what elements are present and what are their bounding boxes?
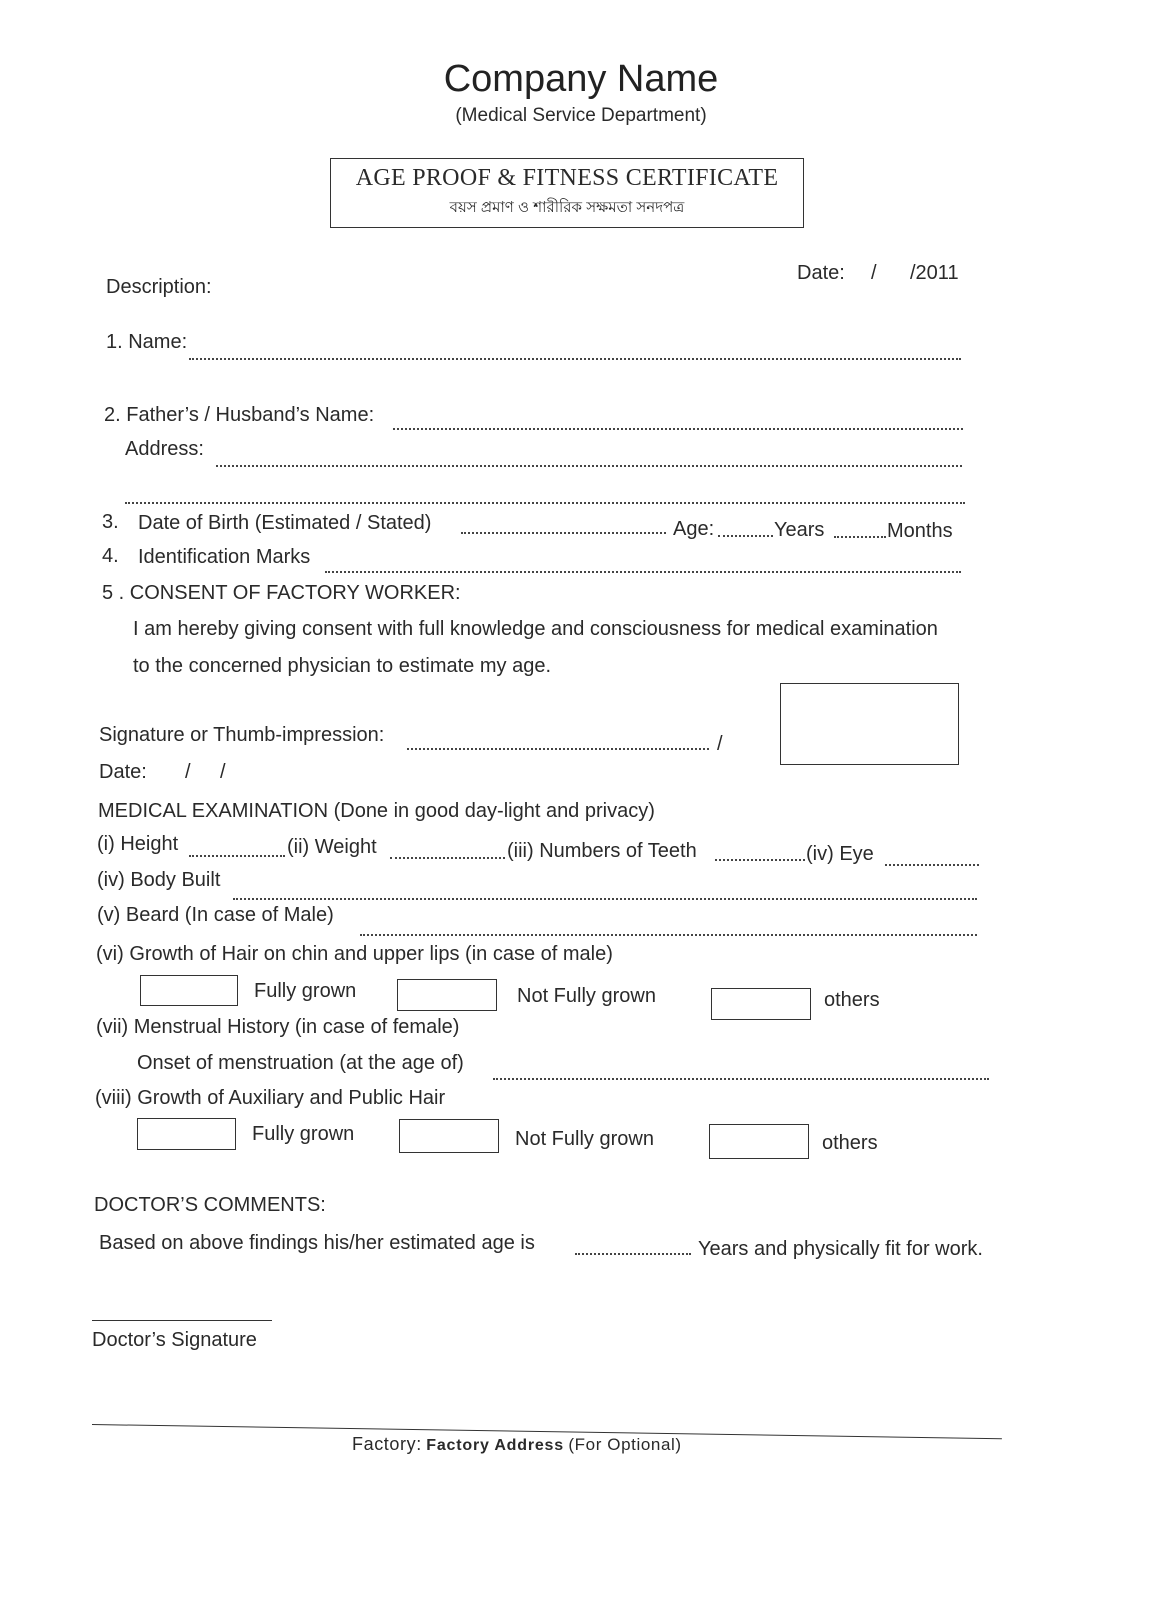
- age-years-field[interactable]: [718, 535, 773, 537]
- signature-field[interactable]: [407, 748, 709, 750]
- id-marks-field[interactable]: [325, 571, 961, 573]
- doctor-comments-heading: DOCTOR’S COMMENTS:: [94, 1194, 326, 1216]
- weight-label: (ii) Weight: [287, 836, 377, 858]
- footer-optional: (For Optional): [568, 1435, 682, 1454]
- dob-number: 3.: [102, 511, 119, 533]
- hair-growth-label: (vi) Growth of Hair on chin and upper lips (in case of male): [96, 943, 613, 965]
- doctor-comment-text: Based on above findings his/her estimated age is: [99, 1232, 535, 1254]
- date-slash: /: [871, 262, 877, 284]
- menstrual-label: (vii) Menstrual History (in case of female): [96, 1016, 460, 1038]
- address-field-line-1[interactable]: [216, 465, 962, 467]
- months-label: Months: [887, 520, 953, 542]
- height-label: (i) Height: [97, 833, 179, 855]
- years-label: Years: [774, 519, 825, 541]
- date-label: Date:: [797, 262, 845, 284]
- date-year: /2011: [910, 262, 959, 284]
- teeth-label: (iii) Numbers of Teeth: [507, 840, 697, 862]
- aux-others-checkbox[interactable]: [709, 1124, 809, 1159]
- certificate-title-bengali: বয়স প্রমাণ ও শারীরিক সক্ষমতা সনদপত্র: [449, 199, 685, 216]
- footer: [352, 1434, 682, 1455]
- onset-field[interactable]: [493, 1078, 989, 1080]
- address-label: Address:: [125, 438, 204, 460]
- consent-text-line-2: to the concerned physician to estimate my age.: [133, 655, 552, 677]
- age-months-field[interactable]: [834, 536, 886, 538]
- aux-others-label: others: [822, 1132, 878, 1154]
- aux-fully-grown-label: Fully grown: [252, 1123, 355, 1145]
- beard-label: (v) Beard (In case of Male): [97, 904, 334, 926]
- name-field[interactable]: [189, 358, 961, 360]
- onset-label: Onset of menstruation (at the age of): [137, 1052, 464, 1074]
- hair-others-label: others: [824, 989, 880, 1011]
- consent-text-line-1: I am hereby giving consent with full knowledge and consciousness for medical examination: [133, 618, 938, 640]
- hair-fully-grown-checkbox[interactable]: [140, 975, 238, 1006]
- certificate-title: AGE PROOF & FITNESS CERTIFICATE: [355, 165, 779, 191]
- medical-heading: MEDICAL EXAMINATION (Done in good day-light and privacy): [98, 800, 655, 822]
- dob-field[interactable]: [461, 532, 666, 534]
- body-built-label: (iv) Body Built: [97, 869, 221, 891]
- teeth-field[interactable]: [715, 859, 805, 861]
- hair-fully-grown-label: Fully grown: [254, 980, 357, 1002]
- hair-others-checkbox[interactable]: [711, 988, 811, 1020]
- father-name-field[interactable]: [393, 428, 963, 430]
- photo-box: [780, 683, 959, 765]
- department-name: (Medical Service Department): [455, 105, 707, 126]
- name-label: 1. Name:: [106, 331, 188, 353]
- age-label: Age:: [673, 518, 715, 540]
- eye-field[interactable]: [885, 864, 979, 866]
- consent-date-slash-1: /: [185, 761, 191, 783]
- signature-slash: /: [717, 733, 723, 755]
- certificate-title-box: [330, 158, 804, 228]
- consent-date-slash-2: /: [220, 761, 226, 783]
- footer-factory-address: Factory Address: [426, 1437, 564, 1454]
- consent-heading: 5 . CONSENT OF FACTORY WORKER:: [102, 582, 461, 604]
- id-marks-label: Identification Marks: [138, 546, 311, 568]
- doctor-comment-text-end: Years and physically fit for work.: [698, 1238, 983, 1260]
- body-built-field[interactable]: [233, 898, 977, 900]
- aux-not-fully-grown-label: Not Fully grown: [515, 1128, 654, 1150]
- aux-fully-grown-checkbox[interactable]: [137, 1118, 236, 1150]
- doctor-signature-label: Doctor’s Signature: [92, 1329, 257, 1351]
- id-marks-number: 4.: [102, 545, 119, 567]
- footer-factory-label: Factory:: [352, 1434, 422, 1454]
- hair-not-fully-grown-checkbox[interactable]: [397, 979, 497, 1011]
- description-label: Description:: [106, 276, 212, 298]
- signature-label: Signature or Thumb-impression:: [99, 724, 385, 746]
- eye-label: (iv) Eye: [806, 843, 874, 865]
- auxiliary-hair-label: (viii) Growth of Auxiliary and Public Hair: [95, 1087, 446, 1109]
- father-name-label: 2. Father’s / Husband’s Name:: [104, 404, 375, 426]
- address-field-line-2[interactable]: [125, 502, 965, 504]
- aux-not-fully-grown-checkbox[interactable]: [399, 1119, 499, 1153]
- beard-field[interactable]: [360, 934, 977, 936]
- weight-field[interactable]: [390, 857, 505, 859]
- height-field[interactable]: [189, 855, 285, 857]
- consent-date-label: Date:: [99, 761, 147, 783]
- dob-label: Date of Birth (Estimated / Stated): [138, 512, 432, 534]
- hair-not-fully-grown-label: Not Fully grown: [517, 985, 656, 1007]
- estimated-age-field[interactable]: [575, 1253, 691, 1255]
- company-name: Company Name: [443, 58, 719, 100]
- doctor-signature-line: [92, 1320, 272, 1321]
